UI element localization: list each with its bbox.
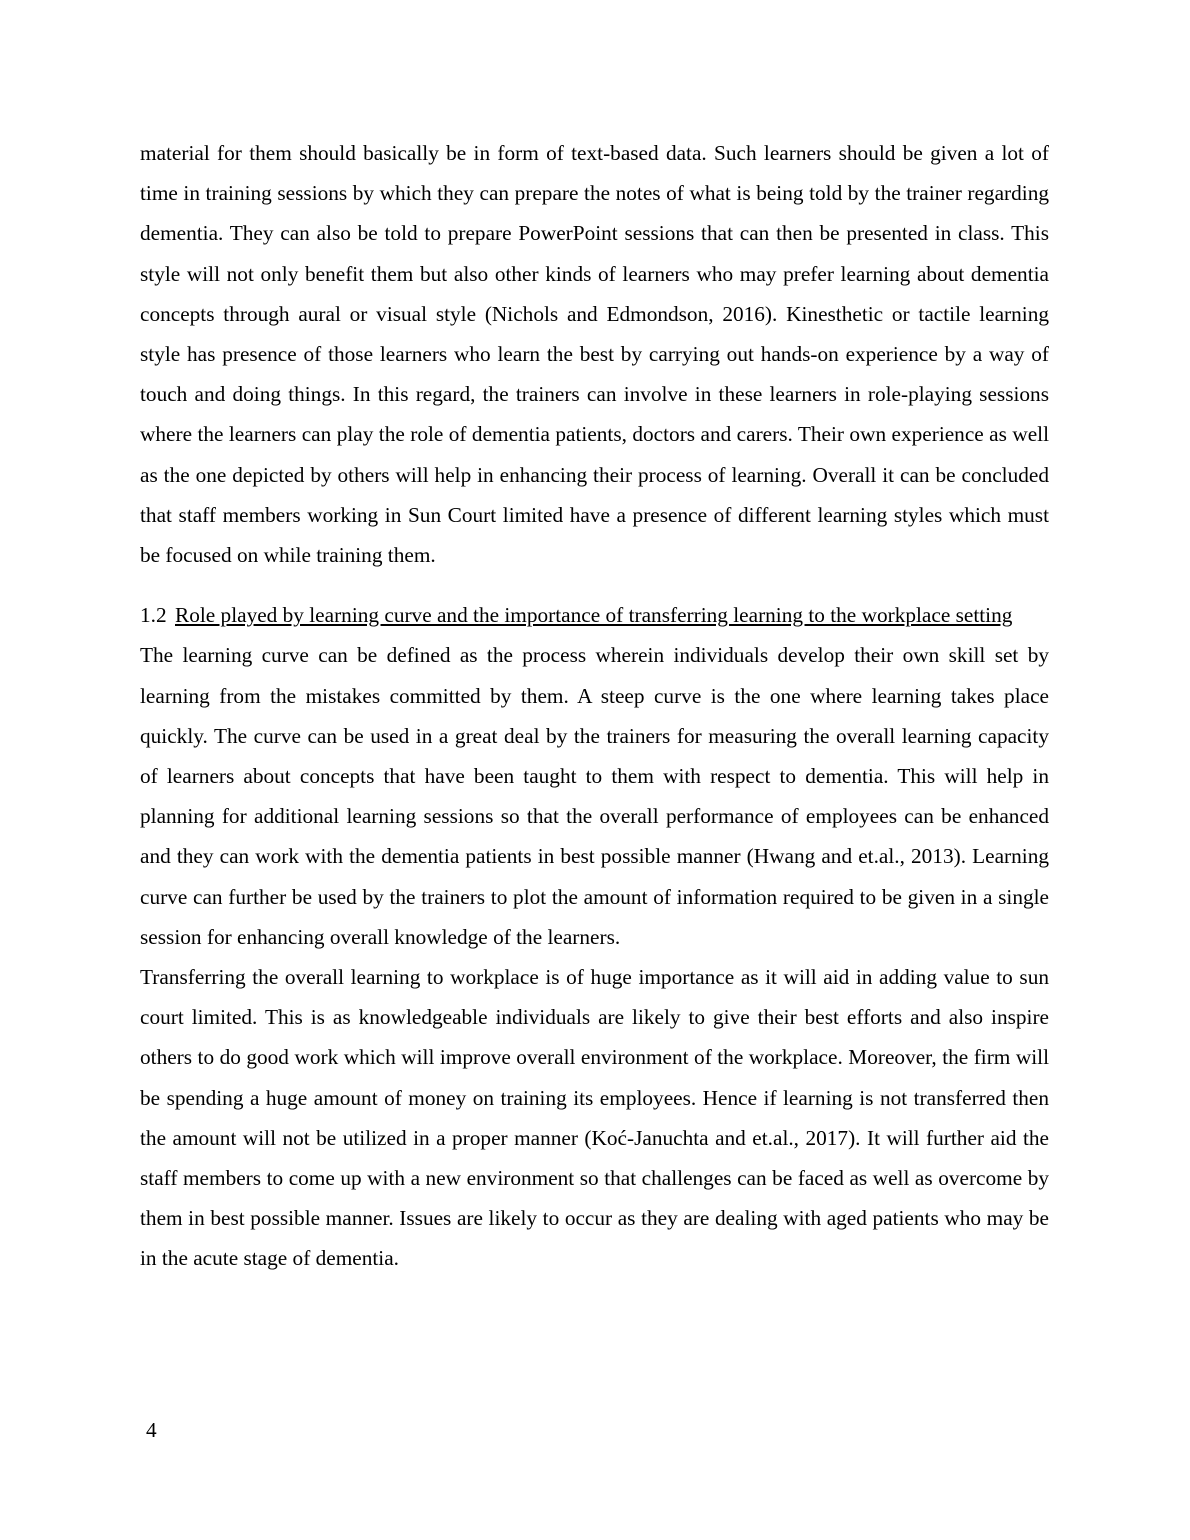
- paragraph-learning-styles: material for them should basically be in form of text-based data. Such learners should be given a lot of time in training sessions by which they can prepare the notes of what is being told by the trainer regarding dementia. They can also be told to prepare PowerPoint sessions that can then be presented in class. This style will not only benefit them but also other kinds of learners who may prefer learning about dementia concepts through aural or visual style (Nichols and Edmondson, 2016). Kinesthetic or tactile learning style has presence of those learners who learn the best by carrying out hands-on experience by a way of touch and doing things. In this regard, the trainers can involve in these learners in role-playing sessions where the learners can play the role of dementia patients, doctors and carers. Their own experience as well as the one depicted by others will help in enhancing their process of learning. Overall it can be concluded that staff members working in Sun Court limited have a presence of different learning styles which must be focused on while training them.: [140, 141, 1049, 568]
- section-title: Role played by learning curve and the importance of transferring learning to the workplace setting: [175, 603, 1013, 628]
- paragraph-transfer-learning: Transferring the overall learning to workplace is of huge importance as it will aid in adding value to sun court limited. This is as knowledgeable individuals are likely to give their best efforts and also inspire others to do good work which will improve overall environment of the workplace. Moreover, the firm will be spending a huge amount of money on training its employees. Hence if learning is not transferred then the amount will not be utilized in a proper manner (Koć-Januchta and et.al., 2017). It will further aid the staff members to come up with a new environment so that challenges can be faced as well as overcome by them in best possible manner. Issues are likely to occur as they are dealing with aged patients who may be in the acute stage of dementia.: [140, 965, 1049, 1271]
- section-heading: [140, 595, 1049, 635]
- page-number: 4: [146, 1418, 157, 1442]
- document-page: [140, 133, 1049, 1279]
- paragraph-learning-curve: The learning curve can be defined as the process wherein individuals develop their own skill set by learning from the mistakes committed by them. A steep curve is the one where learning takes place quickly. The curve can be used in a great deal by the trainers for measuring the overall learning capacity of learners about concepts that have been taught to them with respect to dementia. This will help in planning for additional learning sessions so that the overall performance of employees can be enhanced and they can work with the dementia patients in best possible manner (Hwang and et.al., 2013). Learning curve can further be used by the trainers to plot the amount of information required to be given in a single session for enhancing overall knowledge of the learners.: [140, 643, 1049, 949]
- section-number: 1.2: [140, 603, 167, 628]
